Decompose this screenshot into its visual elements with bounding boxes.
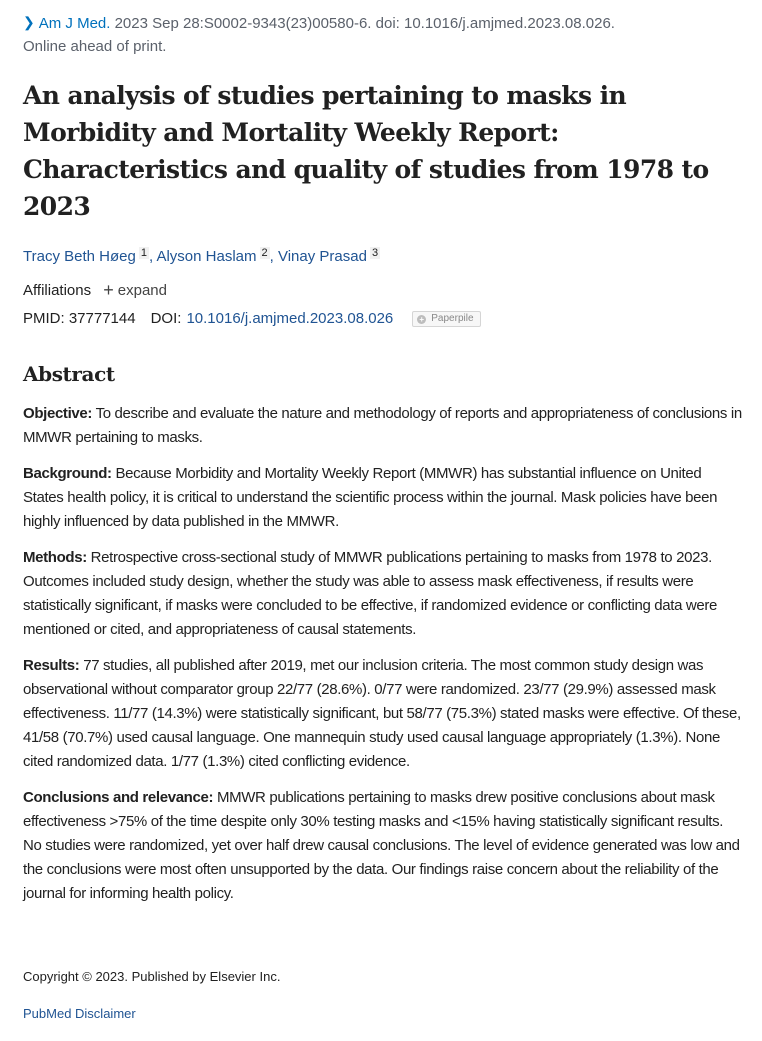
paperpile-button[interactable] <box>412 311 480 327</box>
doi-link[interactable]: 10.1016/j.amjmed.2023.08.026 <box>186 310 394 327</box>
abstract-heading: Abstract <box>23 362 115 386</box>
paperpile-label: Paperpile <box>431 313 474 324</box>
journal-link[interactable]: Am J Med. <box>38 15 111 32</box>
abstract-objective <box>23 402 743 450</box>
affiliation-number[interactable]: 1 <box>140 247 147 259</box>
identifiers-row <box>23 307 481 331</box>
expand-label: expand <box>117 282 167 299</box>
section-label: Methods: <box>23 549 87 566</box>
author-list: Tracy Beth Høeg $^1$ , Alyson Haslam $^2$ , Vinay Prasad $^3$ <box>23 247 379 265</box>
pubmed-disclaimer-link[interactable]: PubMed Disclaimer <box>23 1006 136 1021</box>
doi-label: DOI: <box>150 310 182 327</box>
plus-icon: + <box>103 280 114 300</box>
section-label: Conclusions and relevance: <box>23 789 214 806</box>
author-link[interactable]: Alyson Haslam <box>156 248 257 265</box>
chevron-right-icon[interactable]: ❯ <box>23 14 35 30</box>
author-link[interactable]: Tracy Beth Høeg <box>23 248 136 265</box>
section-label: Background: <box>23 465 112 482</box>
affiliations-label: Affiliations <box>23 282 92 299</box>
citation-details: 2023 Sep 28:S0002-9343(23)00580-6. doi: 10.1016/j.amjmed.2023.08.026. <box>110 15 615 32</box>
abstract-background <box>23 462 743 534</box>
section-text: Because Morbidity and Mortality Weekly Report (MMWR) has substantial influence on United States health policy, it is critical to understand the scientific process within the journal. Mask policies have been highly influenced by data published in the MMWR. <box>23 465 718 530</box>
abstract-conclusions <box>23 786 743 906</box>
section-label: Results: <box>23 657 80 674</box>
abstract-results <box>23 654 743 774</box>
abstract-methods <box>23 546 743 642</box>
pmid-value: 37777144 <box>68 310 136 327</box>
expand-affiliations-button[interactable] <box>103 282 167 299</box>
affiliations-row <box>23 278 167 303</box>
affiliation-number[interactable]: 2 <box>261 247 268 259</box>
section-text: 77 studies, all published after 2019, met our inclusion criteria. The most common study design was observational without comparator group 22/77 (28.6%). 0/77 were randomized. 23/77 (29.9%) assessed mask effectiveness. 11/77 (14.3%) were statistically significant, but 58/77 (75.3%) stated masks were effective. Of these, 41/58 (70.7%) used causal language. One mannequin study used causal language appropriately (1.3%). None cited randomized data. 1/77 (1.3%) cited conflicting evidence. <box>23 657 741 770</box>
section-label: Objective: <box>23 405 93 422</box>
section-text: To describe and evaluate the nature and methodology of reports and appropriateness of conclusions in MMWR pertaining to masks. <box>23 405 742 446</box>
copyright-notice: Copyright © 2023. Published by Elsevier Inc. <box>23 969 281 984</box>
citation-line <box>23 12 723 58</box>
section-text: MMWR publications pertaining to masks drew positive conclusions about mask effectiveness >75% of the time despite only 30% testing masks and <15% having statistically significant results. No studies were randomized, yet over half drew causal conclusions. The level of evidence generated was low and the conclusions were most often unsupported by the data. Our findings raise concern about the reliability of the journal for informing health policy. <box>23 789 740 902</box>
author-link[interactable]: Vinay Prasad <box>277 248 367 265</box>
abstract-body <box>23 402 743 918</box>
pmid-label: PMID: <box>23 310 65 327</box>
article-title: An analysis of studies pertaining to masks in Morbidity and Mortality Weekly Report: Characteristics and quality of studies from 1978 to 2023 <box>23 81 709 221</box>
publication-status: Online ahead of print. <box>23 38 167 55</box>
plus-circle-icon: + <box>417 315 426 324</box>
affiliation-number[interactable]: 3 <box>371 247 379 259</box>
section-text: Retrospective cross-sectional study of MMWR publications pertaining to masks from 1978 to 2023. Outcomes included study design, whether the study was able to assess mask effectiveness, if results were statistically significant, if masks were concluded to be effective, if randomized evidence or conflicting data were mentioned or cited, and appropriateness of causal statements. <box>23 549 718 638</box>
